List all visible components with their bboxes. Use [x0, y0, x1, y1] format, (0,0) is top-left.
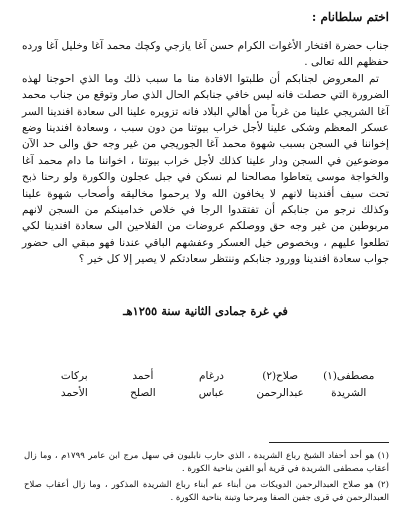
- signatures: [40, 368, 383, 402]
- letter-date: في غرة جمادى الثانية سنة ١٢٥٥هـ: [123, 303, 288, 318]
- footnote-1: (١) هو أحد أحفاد الشيخ رباع الشريدة ، الذي حارب نابليون في سهل مرج ابن عامر ١٧٩٩م ، وما زال أعقاب مصطفى الشريدة في قرية أبو القين بناحية الكورة .: [24, 451, 389, 474]
- signature-4: [109, 368, 178, 402]
- signature-first-name: بركات: [60, 370, 88, 382]
- address-paragraph: جناب حضرة افتخار الأغوات الكرام حسن آغا يازجي وكچك محمد آغا وخليل آغا ورده حفظهم الله تعالى .: [22, 40, 389, 69]
- signature-family-name: عباس: [198, 387, 225, 399]
- signature-family-name: الصلح: [130, 387, 156, 399]
- signature-1: [314, 368, 383, 402]
- signature-first-name: درغام: [199, 370, 224, 382]
- signature-2: [246, 368, 315, 402]
- signature-family-name: الشريدة: [331, 387, 367, 399]
- footnotes: [24, 450, 389, 508]
- signature-family-name: الأحمد: [60, 387, 88, 399]
- footnote-2: (٢) هو صلاح العبدالرحمن الدويكات من أبناء عم أبناء رباع الشريدة المذكور ، وما زال أعقاب صلاح العبدالرحمن في قرى جفين الصفا ومرحبا وتبنة بناحية الكورة .: [24, 480, 389, 503]
- signature-first-name: صلاح(٢): [262, 370, 299, 382]
- footnote-divider: [269, 442, 389, 443]
- signature-first-name: مصطفى(١): [323, 370, 375, 382]
- signature-first-name: أحمد: [132, 370, 154, 382]
- signature-3: [177, 368, 246, 402]
- salutation-heading: اختم سلطانام :: [311, 10, 389, 24]
- signature-family-name: عبدالرحمن: [256, 387, 304, 399]
- signature-5: [40, 368, 109, 402]
- body-paragraph: تم المعروض لجنابكم أن طلبتوا الافادة منا ما سبب ذلك وما الذي احوجنا لهذه الضرورة التي حصلت فانه ليس خافي جنابكم الحال الذي صار وتوقع من جناب محمد آغا الشريجي علينا من غرباً من أهالي البلاد فانه تزويره علينا الى سعادة افندينا السر عسكر المعظم وشكى علينا لأجل خراب بيوتنا من دون سبب ، وسعادة افندينا وضع إخواننا في السجن بسبب شهوة محمد آغا الجوريجي من غير وجه حق والى حد الآن موضوعين في السجن ودار علينا كذلك لأجل خراب بيوتنا ، اخواننا ما دام محمد آغا والخواجة موسى يتعاطوا مصالحنا لم نسكن في جبل عجلون والكورة ولو رحنا ذبح تحت سيف أفندينا لانهم لا يخافون الله ولا يرحموا مخاليقه وأصحاب شهوة علينا وكذلك نرجو من جنابكم أن تفتقدوا الرجا في خلاص خدامينكم من السجن لانهم مربوطين من غير وجه حق ووصلكم عروضات من الفلاحين الى سعادة افندينا لكي تطلعوا عليهم ، وبخصوص خيل العسكر وعفشهم الباقي عندنا فهو مبقي الى حضور جواب سعادة افندينا وورود جنابكم وننتظر سعادتكم لا يصير إلا كل خير ؟: [22, 72, 389, 266]
